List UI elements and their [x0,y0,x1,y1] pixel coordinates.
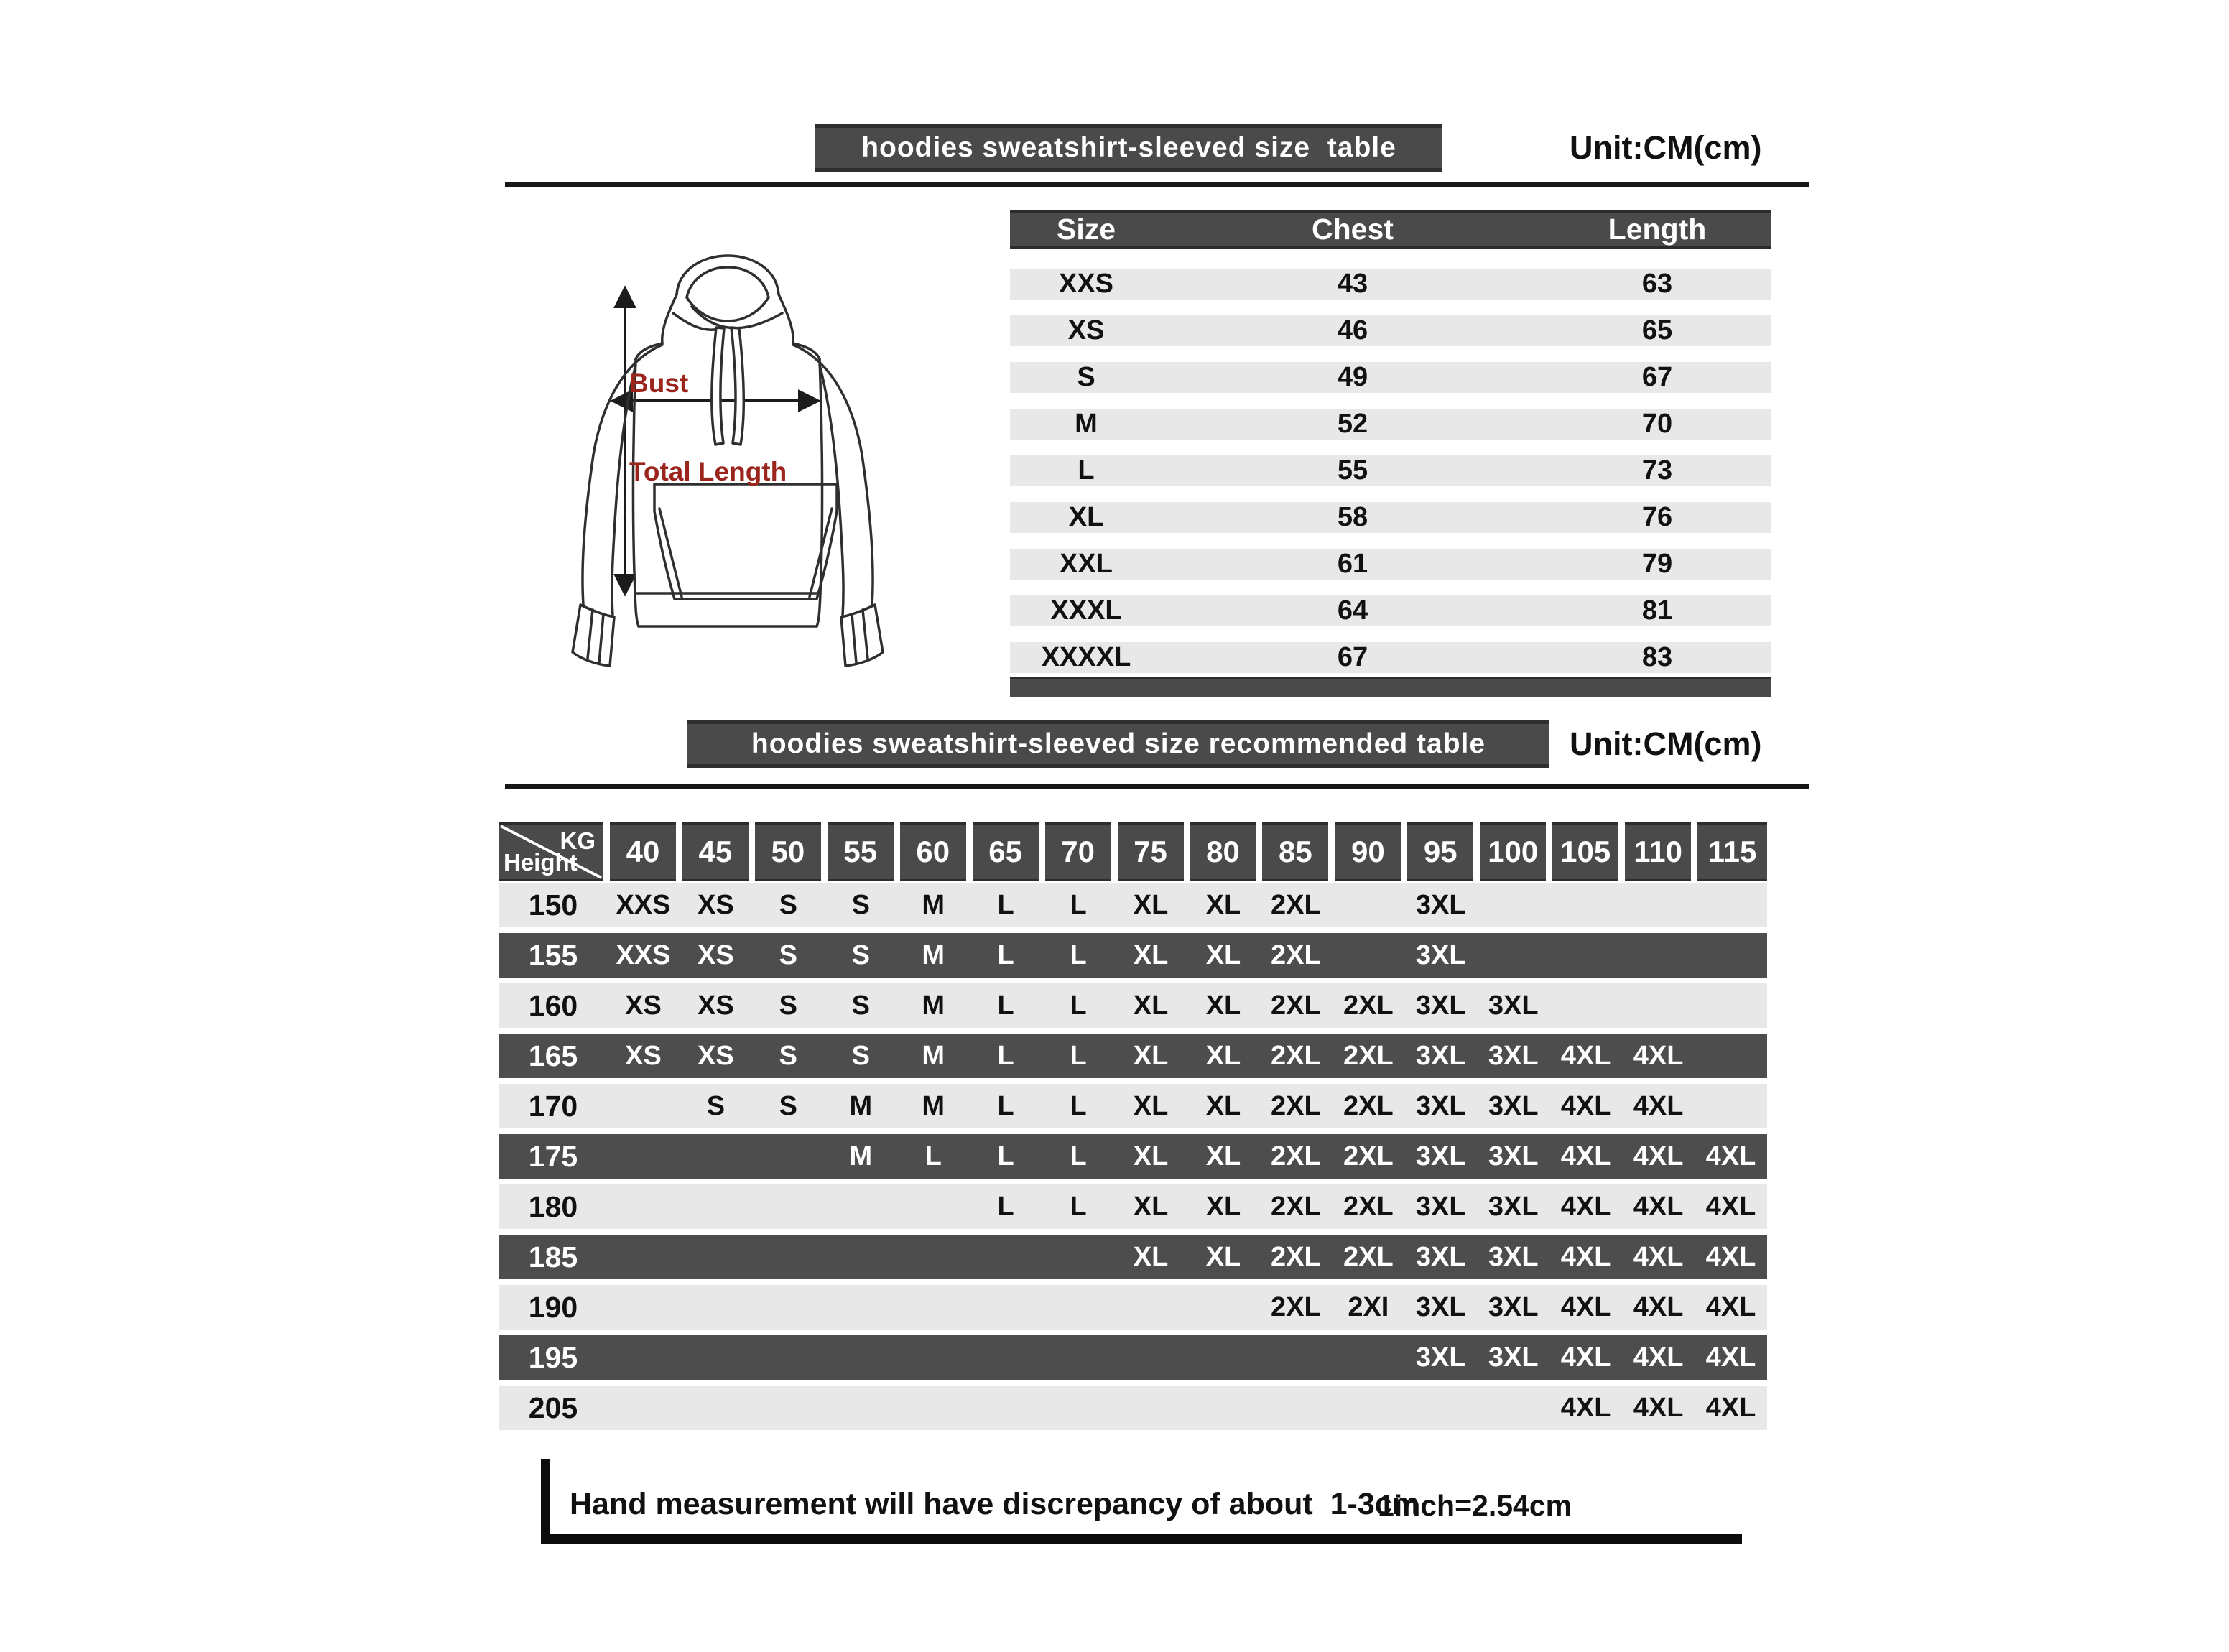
recommended-size-cell: L [1070,1191,1087,1222]
recommended-size-cell: 3XL [1415,990,1466,1021]
recommended-size-cell: 4XL [1633,1040,1684,1071]
recommended-size-cell: XS [698,939,734,970]
chest-cell: 55 [1337,455,1368,486]
weight-column-header: 110 [1625,822,1691,881]
recommended-size-cell: L [1070,939,1087,970]
recommended-size-cell: L [997,1191,1014,1222]
chest-cell: 58 [1337,502,1368,532]
recommended-size-cell: S [779,889,798,920]
recommended-size-cell: 4XL [1705,1291,1756,1322]
length-cell: 73 [1641,455,1673,486]
recommended-size-cell: S [779,1090,798,1121]
size-table-unit-label: Unit:CM(cm) [1570,129,1762,166]
recommended-size-cell: 4XL [1633,1141,1684,1171]
chest-cell: 43 [1337,269,1368,299]
size-table-row [1010,595,1771,626]
recommended-size-cell: 3XL [1488,1141,1539,1171]
recommended-size-cell: 2XL [1343,1241,1394,1272]
recommended-size-cell: XL [1205,889,1241,920]
chest-cell: 67 [1337,642,1368,672]
recommended-size-cell: XL [1133,939,1169,970]
recommended-size-cell: M [922,1090,945,1121]
kg-height-corner-cell [499,822,603,881]
recommended-size-cell: XL [1205,1040,1241,1071]
recommended-size-cell: 4XL [1560,1040,1611,1071]
recommended-size-cell: 2XL [1271,1291,1321,1322]
recommended-size-cell: M [922,889,945,920]
recommended-table-row [499,1084,1767,1128]
recommended-size-cell: XL [1133,1191,1169,1222]
chest-cell: 46 [1337,315,1368,345]
recommended-table-row [499,1386,1767,1430]
recommended-size-cell: 3XL [1415,1191,1466,1222]
size-cell: XXS [1058,269,1114,299]
recommended-size-cell: 2XL [1271,939,1321,970]
weight-column-header: 45 [682,822,749,881]
recommended-size-cell: 2XL [1343,1141,1394,1171]
footer-accent-bar [541,1459,550,1544]
recommended-size-cell: 2XL [1271,889,1321,920]
recommended-size-cell: L [997,889,1014,920]
recommended-size-cell: XL [1205,939,1241,970]
divider-line-middle [505,784,1809,789]
recommended-size-cell: XS [625,1040,662,1071]
recommended-size-cell: 4XL [1560,1141,1611,1171]
weight-column-header: 55 [828,822,894,881]
recommended-size-cell: M [922,1040,945,1071]
chest-cell: 61 [1337,549,1368,579]
weight-column-header: 75 [1118,822,1184,881]
size-table-row [1010,269,1771,300]
recommended-size-cell: S [851,889,870,920]
column-header-chest: Chest [1312,213,1394,246]
recommended-size-cell: S [779,990,798,1021]
recommended-size-cell: L [924,1141,942,1171]
size-cell: XL [1068,502,1104,532]
recommended-size-cell: 3XL [1488,1291,1539,1322]
row-height-label: 185 [528,1240,578,1273]
recommended-size-cell: 3XL [1415,1342,1466,1373]
recommended-size-cell: 3XL [1415,939,1466,970]
recommended-table-unit-label: Unit:CM(cm) [1570,725,1762,762]
hoodie-measurement-diagram [537,205,909,710]
recommended-table-row [499,1285,1767,1330]
recommended-size-cell: XL [1205,1191,1241,1222]
recommended-size-cell: 3XL [1488,1090,1539,1121]
recommended-size-cell: 4XL [1705,1241,1756,1272]
recommended-table-row [499,933,1767,978]
weight-column-header: 95 [1407,822,1473,881]
row-height-label: 180 [528,1189,578,1223]
recommended-size-cell: 3XL [1415,889,1466,920]
size-cell: XXXL [1050,595,1122,626]
size-cell: M [1075,409,1098,439]
weight-column-header: 60 [900,822,966,881]
recommended-size-cell: XL [1133,1090,1169,1121]
recommended-size-cell: 4XL [1560,1241,1611,1272]
length-cell: 81 [1641,595,1673,626]
recommended-size-cell: 4XL [1560,1090,1611,1121]
recommended-size-cell: 3XL [1488,1040,1539,1071]
size-table-row [1010,409,1771,440]
kg-label: KG [560,827,596,854]
recommended-size-cell: 3XL [1415,1291,1466,1322]
recommended-size-cell: XL [1205,990,1241,1021]
recommended-size-cell: 2XL [1271,1090,1321,1121]
recommended-size-cell: 2XL [1343,1090,1394,1121]
recommended-table-row [499,983,1767,1028]
size-table [1010,210,1771,697]
recommended-size-cell: M [849,1090,873,1121]
height-label: Height [504,849,578,876]
recommended-size-cell: 2XL [1271,1141,1321,1171]
row-height-label: 150 [528,888,578,922]
chest-cell: 52 [1337,409,1368,439]
recommended-size-cell: 4XL [1633,1191,1684,1222]
weight-column-header: 85 [1262,822,1328,881]
recommended-size-cell: 3XL [1415,1090,1466,1121]
recommended-size-cell: S [779,939,798,970]
recommended-size-cell: 4XL [1705,1392,1756,1423]
size-cell: XS [1067,315,1105,345]
row-height-label: 195 [528,1340,578,1374]
size-table-title-bar [815,124,1442,172]
recommended-table-row [499,1184,1767,1229]
recommended-size-cell: L [997,939,1014,970]
row-height-label: 190 [528,1290,578,1324]
recommended-size-cell: L [1070,1090,1087,1121]
recommended-size-cell: 2XL [1343,990,1394,1021]
weight-column-header: 65 [973,822,1039,881]
recommended-size-cell: XL [1205,1141,1241,1171]
recommended-size-cell: M [849,1141,873,1171]
recommended-size-cell: 3XL [1488,1241,1539,1272]
recommended-size-cell: 4XL [1560,1392,1611,1423]
recommended-size-table [499,822,1767,1430]
recommended-size-cell: S [706,1090,726,1121]
recommended-size-cell: XL [1205,1241,1241,1272]
size-cell: S [1077,362,1095,392]
row-height-label: 165 [528,1039,578,1072]
chest-cell: 64 [1337,595,1368,626]
recommended-size-cell: 4XL [1560,1342,1611,1373]
size-table-title: hoodies sweatshirt-sleeved size table [861,132,1396,163]
recommended-size-cell: S [851,990,870,1021]
recommended-size-cell: 4XL [1633,1090,1684,1121]
length-cell: 76 [1641,502,1673,532]
recommended-size-cell: XL [1133,1141,1169,1171]
recommended-size-cell: XL [1133,889,1169,920]
chest-cell: 49 [1337,362,1368,392]
recommended-size-cell: 2XL [1271,1241,1321,1272]
weight-column-header: 100 [1480,822,1546,881]
size-table-row [1010,642,1771,673]
recommended-size-cell: 2XL [1271,1191,1321,1222]
row-height-label: 175 [528,1139,578,1173]
weight-column-header: 70 [1045,822,1111,881]
length-cell: 70 [1641,409,1673,439]
recommended-size-cell: XXS [616,939,671,970]
size-table-row [1010,315,1771,346]
bust-label: Bust [629,368,689,398]
recommended-size-cell: L [997,1090,1014,1121]
recommended-size-cell: 3XL [1488,990,1539,1021]
column-header-length: Length [1608,213,1707,246]
recommended-size-cell: XL [1133,990,1169,1021]
weight-column-header: 40 [610,822,676,881]
row-height-label: 155 [528,938,578,972]
recommended-table-title: hoodies sweatshirt-sleeved size recommended table [751,728,1486,759]
recommended-size-cell: 2XL [1343,1040,1394,1071]
size-cell: L [1078,455,1095,486]
size-cell: XXL [1060,549,1113,579]
length-cell: 65 [1641,315,1673,345]
recommended-table-title-bar [687,720,1549,768]
size-table-row [1010,362,1771,393]
recommended-size-cell: 4XL [1705,1342,1756,1373]
total-length-label: Total Length [629,457,787,486]
length-cell: 67 [1641,362,1673,392]
recommended-size-cell: XXS [616,889,671,920]
recommended-table-row [499,1235,1767,1279]
recommended-table-row [499,883,1767,927]
recommended-size-cell: 4XL [1633,1342,1684,1373]
recommended-size-cell: L [1070,1141,1087,1171]
recommended-size-cell: XL [1133,1040,1169,1071]
recommended-size-cell: 4XL [1705,1141,1756,1171]
recommended-size-cell: 4XL [1560,1191,1611,1222]
weight-column-header: 80 [1190,822,1256,881]
weight-column-header: 50 [755,822,821,881]
recommended-size-cell: L [997,990,1014,1021]
recommended-table-header-row [499,822,1767,877]
recommended-size-cell: 4XL [1633,1241,1684,1272]
recommended-table-row [499,1134,1767,1179]
recommended-size-cell: 4XL [1633,1291,1684,1322]
recommended-size-cell: 3XL [1415,1141,1466,1171]
weight-column-header: 90 [1335,822,1401,881]
recommended-size-cell: 2XL [1343,1191,1394,1222]
recommended-size-cell: 2XI [1348,1291,1389,1322]
recommended-size-cell: 3XL [1488,1191,1539,1222]
recommended-size-cell: L [1070,990,1087,1021]
size-table-row [1010,549,1771,580]
recommended-size-cell: 4XL [1560,1291,1611,1322]
recommended-size-cell: 2XL [1271,990,1321,1021]
row-height-label: 205 [528,1391,578,1424]
recommended-size-cell: 2XL [1271,1040,1321,1071]
divider-line-top [505,182,1809,187]
size-table-bottom-bar [1010,677,1771,697]
length-cell: 83 [1641,642,1673,672]
recommended-size-cell: L [997,1040,1014,1071]
recommended-size-cell: L [1070,889,1087,920]
recommended-size-cell: XS [698,1040,734,1071]
recommended-size-cell: 4XL [1633,1392,1684,1423]
recommended-size-cell: L [997,1141,1014,1171]
recommended-size-cell: S [851,1040,870,1071]
row-height-label: 160 [528,988,578,1022]
recommended-size-cell: XL [1205,1090,1241,1121]
recommended-size-cell: 3XL [1415,1241,1466,1272]
recommended-size-cell: XS [698,990,734,1021]
recommended-size-cell: S [779,1040,798,1071]
recommended-size-cell: 3XL [1415,1040,1466,1071]
weight-column-header: 115 [1697,822,1767,881]
size-table-row [1010,502,1771,533]
recommended-size-cell: 3XL [1488,1342,1539,1373]
recommended-table-row [499,1335,1767,1380]
recommended-size-cell: XS [625,990,662,1021]
row-height-label: 170 [528,1089,578,1123]
length-cell: 79 [1641,549,1673,579]
recommended-size-cell: M [922,939,945,970]
recommended-size-cell: S [851,939,870,970]
footer-conversion: 1inch=2.54cm [1378,1489,1572,1522]
footer-note: Hand measurement will have discrepancy of about 1-3cm [570,1487,1419,1521]
weight-column-header: 105 [1552,822,1618,881]
size-cell: XXXXL [1041,642,1131,672]
column-header-size: Size [1056,213,1116,246]
size-table-header-row [1010,210,1771,249]
recommended-size-cell: L [1070,1040,1087,1071]
length-cell: 63 [1641,269,1673,299]
footer-underline [541,1534,1742,1544]
recommended-size-cell: M [922,990,945,1021]
recommended-size-cell: XL [1133,1241,1169,1272]
recommended-size-cell: 4XL [1705,1191,1756,1222]
recommended-table-row [499,1034,1767,1078]
recommended-size-cell: XS [698,889,734,920]
size-table-row [1010,455,1771,486]
